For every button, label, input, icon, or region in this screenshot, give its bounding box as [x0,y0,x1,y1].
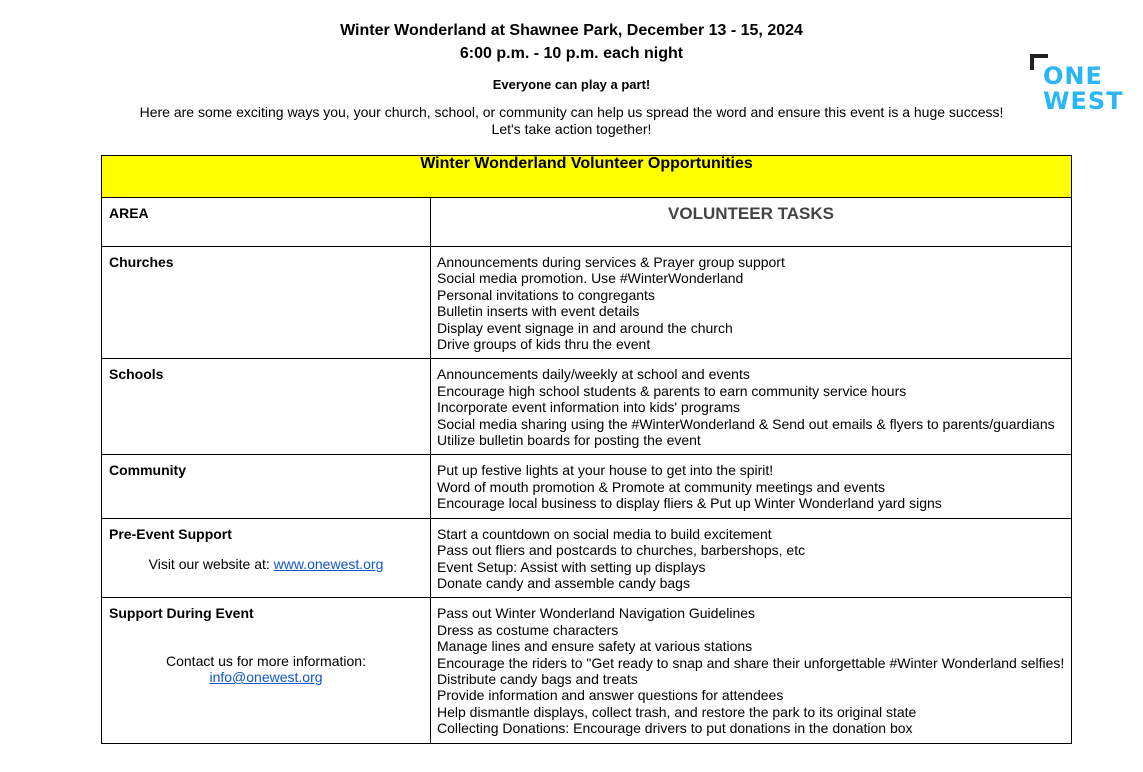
task-item: Utilize bulletin boards for posting the event [437,432,701,449]
task-item: Bulletin inserts with event details [437,303,640,320]
intro-line-1: Here are some exciting ways you, your church, school, or community can help us spread the word and ensure this event is a huge success! [139,104,1004,120]
tasks-cell [431,518,1072,598]
area-name: Support During Event [109,605,254,622]
website-label: Visit our website at: [148,556,270,573]
task-item: Display event signage in and around the church [437,319,733,336]
table-row [102,359,1072,455]
task-item: Encourage local business to display fliers & Put up Winter Wonderland yard signs [437,495,942,512]
task-item: Encourage the riders to "Get ready to snap and share their unforgettable #Winter Wonderland selfies! [437,654,1065,671]
area-cell [102,247,431,359]
area-cell [102,598,431,743]
task-item: Dress as costume characters [437,621,619,638]
task-item: Announcements during services & Prayer group support [437,254,785,270]
table-banner-row [102,156,1072,198]
task-item: Social media sharing using the #WinterWonderland & Send out emails & flyers to parents/guardians [437,415,1055,432]
website-link[interactable]: www.onewest.org [273,556,384,573]
task-item: Event Setup: Assist with setting up displays [437,558,706,575]
column-header-area: AREA [102,198,431,247]
logo-word-west: WEST [1043,87,1124,115]
area-name: Pre-Event Support [109,525,232,542]
table-row [102,455,1072,518]
task-item: Word of mouth promotion & Promote at community meetings and events [437,478,885,495]
task-item: Put up festive lights at your house to get into the spirit! [437,462,774,479]
task-item: Pass out Winter Wonderland Navigation Guidelines [437,605,756,622]
task-item: Distribute candy bags and treats [437,670,638,687]
email-link[interactable]: info@onewest.org [209,669,323,686]
contact-label: Contact us for more information: [166,652,366,669]
task-item: Drive groups of kids thru the event [437,336,651,353]
task-item: Announcements daily/weekly at school and events [437,366,750,383]
logo-word-one: ONE [1043,62,1103,90]
intro-text [0,104,1143,138]
task-item: Collecting Donations: Encourage drivers to put donations in the donation box [437,720,913,737]
tagline: Everyone can play a part! [492,77,651,92]
table-row [102,247,1072,359]
task-item: Incorporate event information into kids' programs [437,399,741,416]
task-item: Pass out fliers and postcards to churches, barbershops, etc [437,542,806,559]
website-note [109,556,423,572]
area-name: Schools [109,366,164,383]
task-item: Provide information and answer questions for attendees [437,687,784,704]
column-header-row [102,198,1072,247]
area-name: Community [109,462,186,479]
contact-note [109,653,423,686]
onewest-logo [1030,54,1128,114]
volunteer-table [101,155,1072,744]
event-hours: 6:00 p.m. - 10 p.m. each night [459,45,684,62]
task-item: Encourage high school students & parents to earn community service hours [437,382,907,399]
tasks-cell [431,359,1072,455]
task-item: Help dismantle displays, collect trash, and restore the park to its original state [437,703,917,720]
tasks-cell [431,247,1072,359]
area-cell [102,455,431,518]
task-item: Donate candy and assemble candy bags [437,574,690,591]
table-banner: Winter Wonderland Volunteer Opportunities [102,156,1072,198]
area-cell [102,359,431,455]
page-title: Winter Wonderland at Shawnee Park, December 13 - 15, 2024 [340,22,803,39]
area-name: Churches [109,254,174,270]
tasks-cell [431,455,1072,518]
table-row [102,518,1072,598]
task-item: Personal invitations to congregants [437,286,655,303]
area-cell [102,518,431,598]
tasks-cell [431,598,1072,743]
table-row [102,598,1072,743]
column-header-tasks: VOLUNTEER TASKS [431,198,1072,247]
task-item: Manage lines and ensure safety at various stations [437,638,753,655]
intro-line-2: Let's take action together! [491,121,652,137]
task-item: Start a countdown on social media to build excitement [437,525,772,542]
task-item: Social media promotion. Use #WinterWonderland [437,270,744,287]
logo-corner-mark-vertical [1030,54,1034,70]
